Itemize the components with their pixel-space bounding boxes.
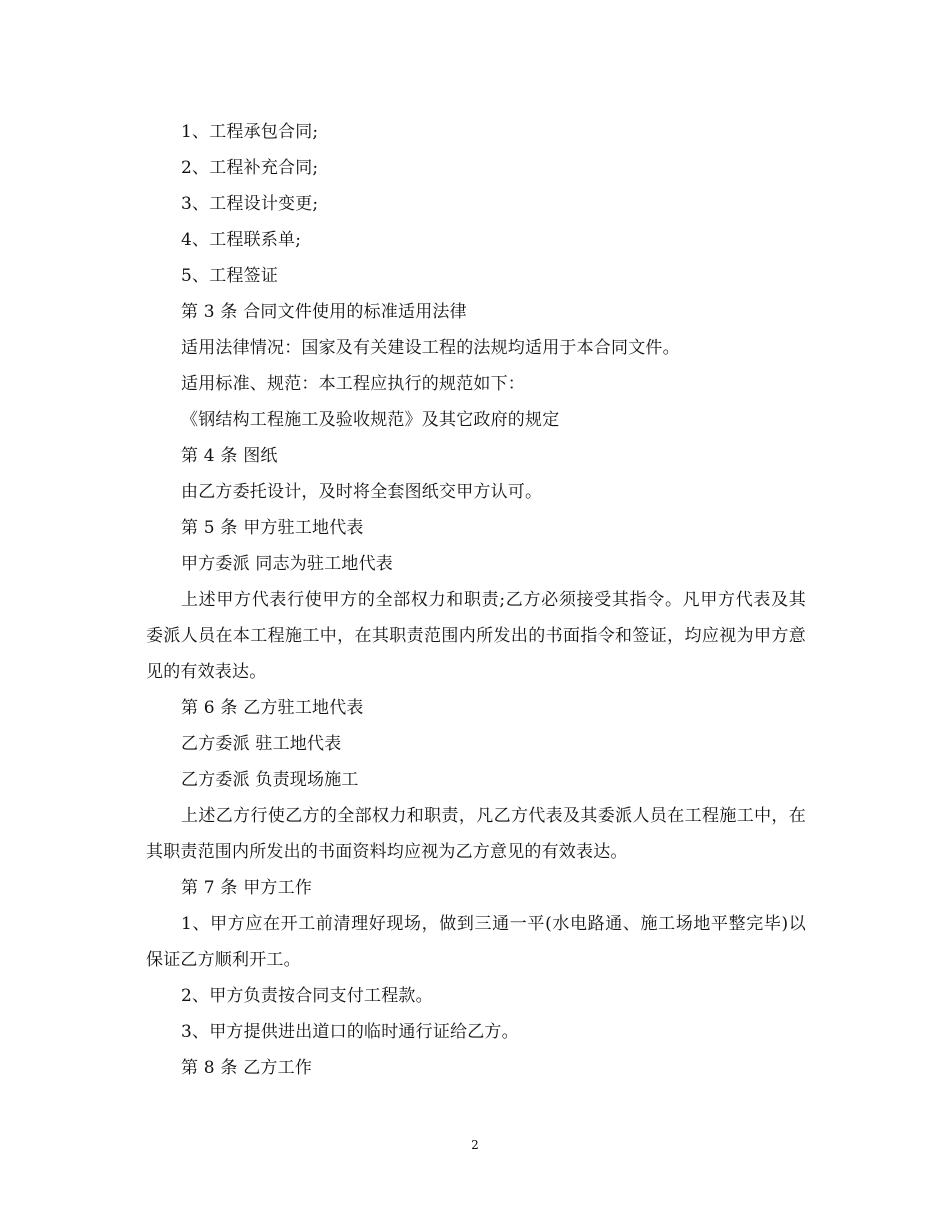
list-item: 2、甲方负责按合同支付工程款。 xyxy=(181,986,433,1006)
paragraph: 适用法律情况：国家及有关建设工程的法规均适用于本合同文件。 xyxy=(181,338,680,358)
section-heading: 第 5 条 甲方驻工地代表 xyxy=(181,518,364,538)
section-heading: 第 3 条 合同文件使用的标准适用法律 xyxy=(181,302,467,322)
paragraph: 乙方委派 驻工地代表 xyxy=(181,734,342,754)
list-item: 3、甲方提供进出道口的临时通行证给乙方。 xyxy=(181,1022,519,1042)
list-item: 1、甲方应在开工前清理好现场，做到三通一平(水电路通、施工场地平整完毕)以保证乙方顺利开工。 xyxy=(146,914,806,970)
document-body xyxy=(146,114,806,1086)
paragraph: 适用标准、规范：本工程应执行的规范如下： xyxy=(181,374,525,394)
section-heading: 第 4 条 图纸 xyxy=(181,446,278,466)
paragraph: 乙方委派 负责现场施工 xyxy=(181,770,359,790)
section-heading: 第 8 条 乙方工作 xyxy=(181,1058,313,1078)
section-heading: 第 6 条 乙方驻工地代表 xyxy=(181,698,364,718)
paragraph: 由乙方委托设计，及时将全套图纸交甲方认可。 xyxy=(181,482,543,502)
section-heading: 第 7 条 甲方工作 xyxy=(181,878,313,898)
list-item: 3、工程设计变更; xyxy=(181,194,319,214)
paragraph: 上述乙方行使乙方的全部权力和职责，凡乙方代表及其委派人员在工程施工中，在其职责范围内所发出的书面资料均应视为乙方意见的有效表达。 xyxy=(146,806,806,862)
paragraph: 《钢结构工程施工及验收规范》及其它政府的规定 xyxy=(181,410,560,430)
list-item: 5、工程签证 xyxy=(181,266,279,286)
list-item: 2、工程补充合同; xyxy=(181,158,319,178)
paragraph: 甲方委派 同志为驻工地代表 xyxy=(181,554,394,574)
list-item: 4、工程联系单; xyxy=(181,230,302,250)
page-number: 2 xyxy=(471,1138,479,1152)
list-item: 1、工程承包合同; xyxy=(181,122,319,142)
paragraph: 上述甲方代表行使甲方的全部权力和职责;乙方必须接受其指令。凡甲方代表及其委派人员在本工程施工中，在其职责范围内所发出的书面指令和签证，均应视为甲方意见的有效表达。 xyxy=(146,590,806,682)
